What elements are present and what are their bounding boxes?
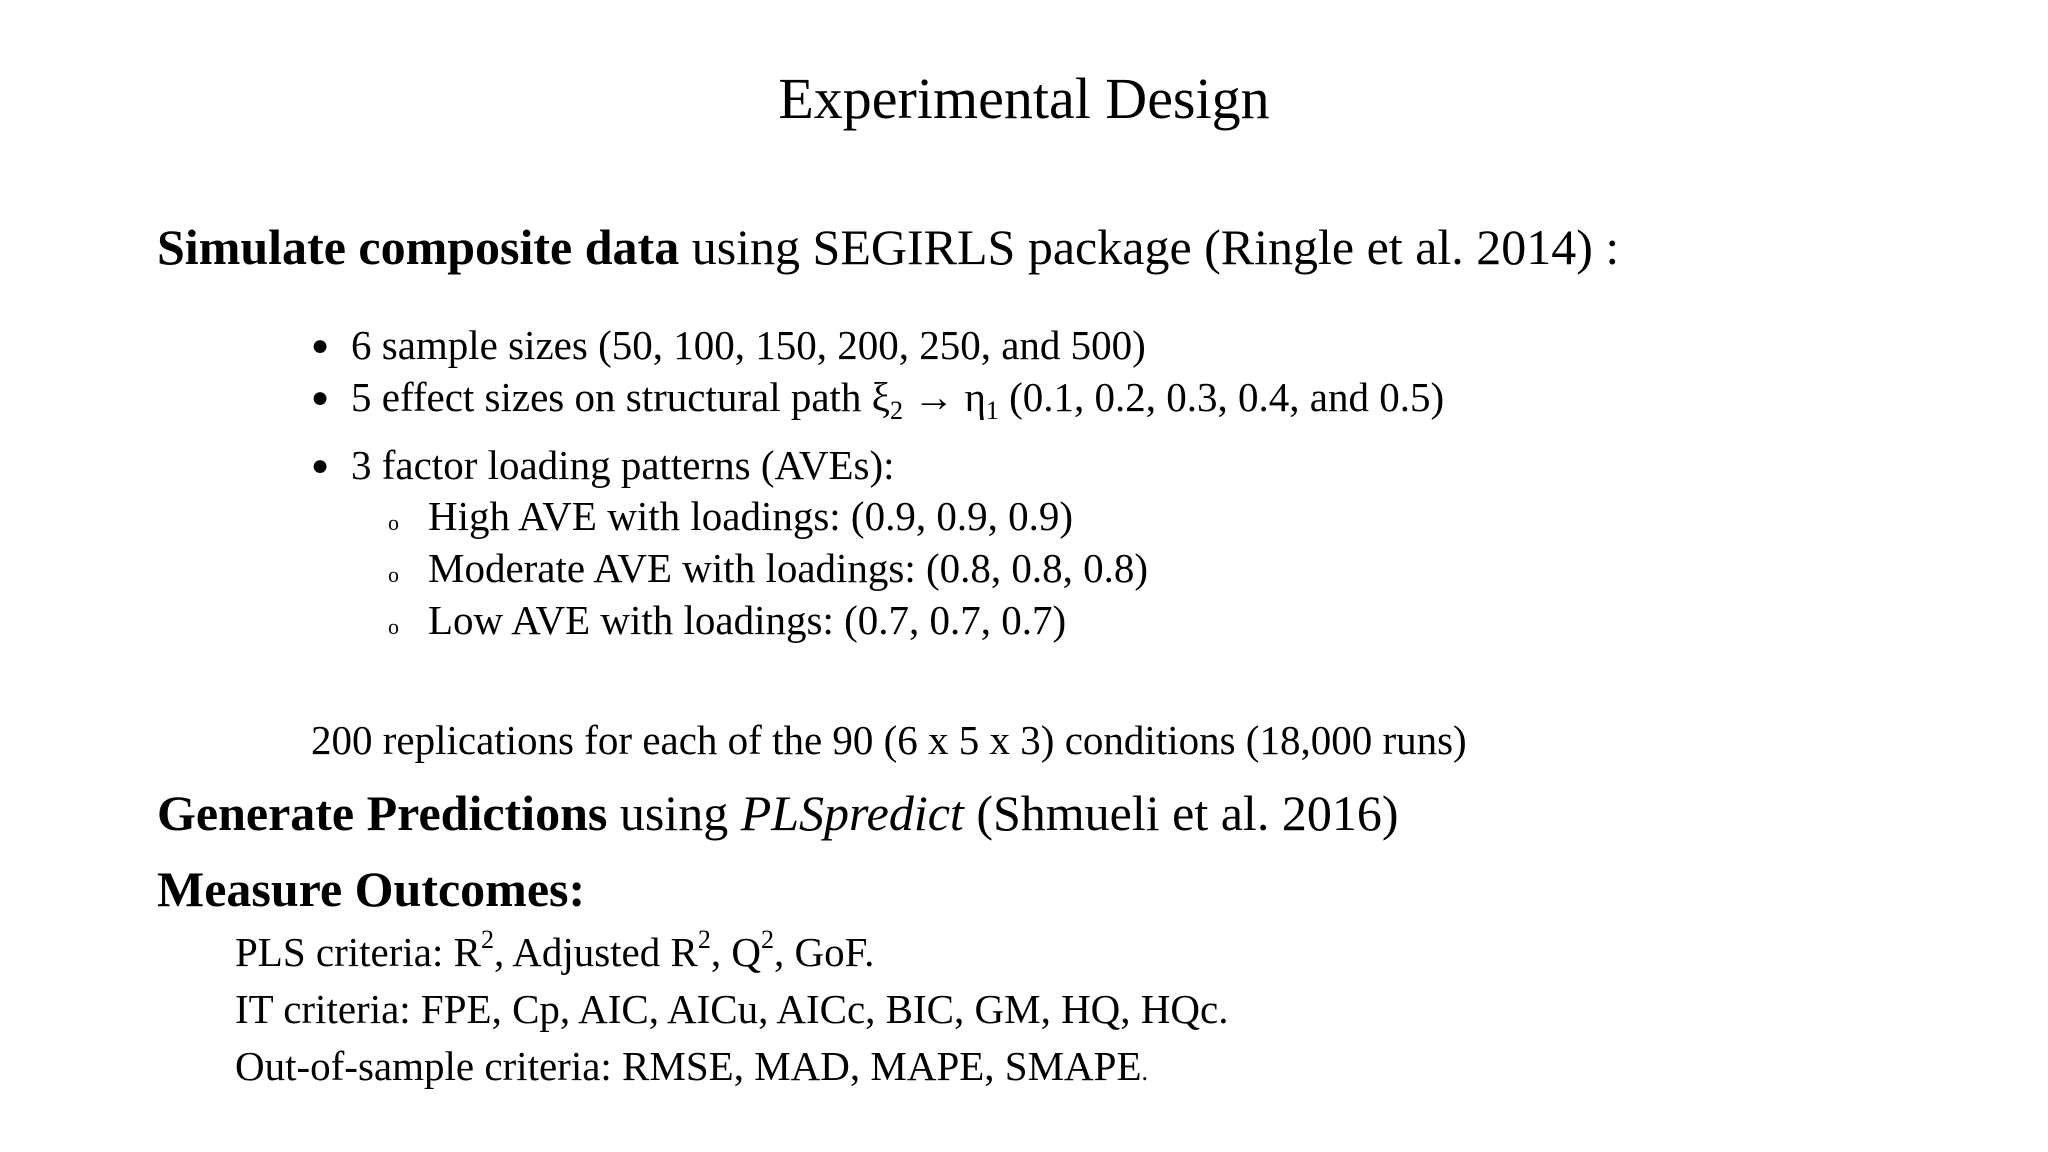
pls-text-c: , Q (710, 929, 761, 975)
replications-text: 200 replications for each of the 90 (6 x 5 x 3) conditions (18,000 runs) (311, 717, 1467, 763)
xi-symbol: ξ (871, 374, 890, 420)
simulate-bold: Simulate composite data (157, 219, 680, 275)
bullet-circle-icon: o (388, 614, 399, 639)
oos-text: Out-of-sample criteria: RMSE, MAD, MAPE, SMAPE (235, 1043, 1142, 1089)
sub-bullet-text: Moderate AVE with loadings: (0.8, 0.8, 0.8) (428, 545, 1149, 591)
bullet-circle-icon: o (388, 562, 399, 587)
simulate-rest: using SEGIRLS package (Ringle et al. 2014) : (679, 219, 1620, 275)
measure-heading: Measure Outcomes: (157, 861, 586, 917)
generate-bold: Generate Predictions (157, 785, 608, 841)
pls-text-d: , GoF. (773, 929, 875, 975)
bullet-dot-icon: ● (311, 329, 330, 362)
sub-bullet-moderate-ave (388, 544, 1148, 599)
plspredict-name: PLSpredict (740, 785, 964, 841)
simulate-heading (157, 218, 1619, 276)
bullet-dot-icon: ● (311, 449, 330, 482)
pls-sup-2: 2 (697, 925, 711, 954)
generate-mid: using (607, 785, 741, 841)
sub-bullet-text: Low AVE with loadings: (0.7, 0.7, 0.7) (428, 597, 1067, 643)
generate-rest: (Shmueli et al. 2016) (963, 785, 1399, 841)
bullet-circle-icon: o (388, 510, 399, 535)
eta-subscript: 1 (985, 396, 999, 425)
it-criteria-line: IT criteria: FPE, Cp, AIC, AICu, AICc, BIC, GM, HQ, HQc. (235, 986, 1229, 1032)
oos-period: . (1141, 1057, 1149, 1086)
sub-bullet-high-ave (388, 492, 1073, 547)
bullet-text-post: (0.1, 0.2, 0.3, 0.4, and 0.5) (998, 374, 1445, 420)
eta-symbol: η (964, 374, 986, 420)
bullet-text: 3 factor loading patterns (AVEs): (351, 442, 895, 488)
pls-sup-1: 2 (480, 925, 494, 954)
bullet-dot-icon: ● (311, 381, 330, 414)
bullet-item-loading-patterns (311, 441, 895, 490)
pls-criteria-line (235, 925, 875, 976)
oos-criteria-line (235, 1042, 1148, 1096)
pls-sup-3: 2 (760, 925, 774, 954)
bullet-item-effect-sizes (311, 373, 1445, 425)
pls-text-b: , Adjusted R (493, 929, 698, 975)
bullet-item-sample-sizes (311, 321, 1146, 370)
generate-heading (157, 784, 1398, 842)
sub-bullet-low-ave (388, 596, 1066, 651)
sub-bullet-text: High AVE with loadings: (0.9, 0.9, 0.9) (428, 493, 1073, 539)
slide-title: Experimental Design (778, 66, 1270, 131)
arrow-icon: → (902, 374, 965, 420)
bullet-text-pre: 5 effect sizes on structural path (351, 374, 872, 420)
pls-text-a: PLS criteria: R (235, 929, 481, 975)
bullet-text: 6 sample sizes (50, 100, 150, 200, 250, and 500) (351, 322, 1146, 368)
xi-subscript: 2 (889, 396, 903, 425)
